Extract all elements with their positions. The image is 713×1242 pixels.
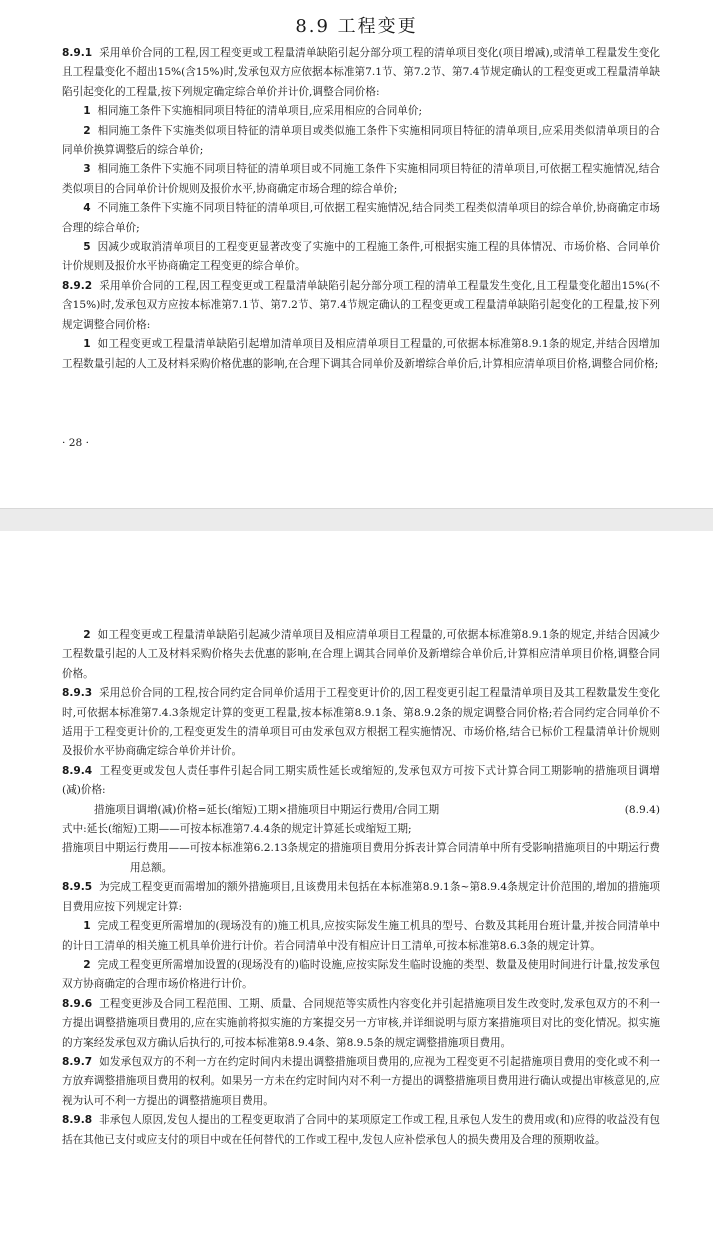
- section-heading: 8.9 工程变更: [295, 16, 418, 37]
- document-page-1: [0, 0, 713, 500]
- clause-number: 8.9.7: [62, 1055, 93, 1068]
- clause-8-9-8: [62, 1111, 660, 1150]
- clause-number: 8.9.8: [62, 1114, 93, 1127]
- item-text: 如工程变更或工程量清单缺陷引起减少清单项目及相应清单项目工程量的,可依据本标准第8.9.1条的规定,并结合因减少工程数量引起的人工及材料采购价格失去优惠的影响,在合理上调其合同单价及新增综合单价后,计算相应清单项目价格,调整合同价格。: [62, 629, 660, 680]
- clause-number: 8.9.6: [62, 997, 93, 1010]
- clause-8-9-2: [62, 277, 660, 335]
- item-text: 完成工程变更所需增加的(现场没有的)施工机具,应按实际发生施工机具的型号、台数及其耗用台班计量,并按合同清单中的计日工清单的相关施工机具单价进行计价。若合同清单中没有相应计日工清单,可按本标准第8.6.3条的规定计算。: [62, 920, 660, 952]
- clause-number: 8.9.1: [62, 47, 93, 59]
- item-4: [62, 199, 660, 238]
- item-number: 2: [83, 629, 91, 641]
- item-2: [62, 956, 660, 995]
- item-2: [62, 626, 660, 684]
- clause-text: 为完成工程变更而需增加的额外措施项目,且该费用未包括在本标准第8.9.1条~第8.9.4条规定计价范围的,增加的措施项目费用应按下列规定计算:: [62, 881, 660, 913]
- clause-8-9-7: [62, 1053, 660, 1111]
- item-number: 3: [83, 163, 91, 176]
- page1-body: [62, 44, 660, 374]
- item-number: 1: [83, 105, 91, 118]
- clause-number: 8.9.3: [62, 687, 93, 700]
- formula-where-2: 措施项目中期运行费用——可按本标准第6.2.13条规定的措施项目费用分拆表计算合同清单中所有受影响措施项目的中期运行费用总额。: [62, 842, 660, 874]
- item-text: 因减少或取消清单项目的工程变更显著改变了实施中的工程施工条件,可根据实施工程的具体情况、市场价格、合同单价计价规则及报价水平协商确定工程变更的综合单价。: [62, 241, 660, 273]
- item-1: [62, 335, 660, 374]
- clause-8-9-3: [62, 684, 660, 762]
- item-3: [62, 160, 660, 199]
- item-text: 相同施工条件下实施不同项目特征的清单项目或不同施工条件下实施相同项目特征的清单项目,可依据工程实施情况,结合类似项目的合同单价计价规则及报价水平,协商确定市场合理的综合单价;: [62, 163, 660, 195]
- item-text: 相同施工条件下实施相同项目特征的清单项目,应采用相应的合同单价;: [97, 105, 423, 118]
- clause-text: 工程变更或发包人责任事件引起合同工期实质性延长或缩短的,发承包双方可按下式计算合同工期影响的措施项目调增(减)价格:: [62, 764, 660, 797]
- clause-8-9-1: [62, 44, 660, 102]
- clause-number: 8.9.2: [62, 279, 93, 292]
- item-5: [62, 238, 660, 277]
- clause-text: 采用单价合同的工程,因工程变更或工程量清单缺陷引起分部分项工程的清单工程量发生变化,且工程量变化超出15%(不含15%)时,发承包双方应按本标准第7.1节、第7.2节、第7.4节规定确认的工程变更或工程量清单缺陷引起变化的工程量,按下列规定调整合同价格:: [62, 279, 660, 331]
- formula-text: 措施项目调增(减)价格=延长(缩短)工期×措施项目中期运行费用/合同工期: [94, 803, 440, 816]
- clause-text: 采用总价合同的工程,按合同约定合同单价适用于工程变更计价的,因工程变更引起工程量清单项目及其工程数量发生变化时,可依据本标准第7.4.3条规定计算的变更工程量,按本标准第8.9.1条、第8.9.2条的规定调整合同价格;若合同约定合同单价不适用于工程变更计价的,工程变更发生的清单项目可由发承包双方根据工程实施情况、市场价格,结合已标价工程量清单计价规则及报价水平协商确定综合单价并计价。: [62, 687, 660, 758]
- clause-number: 8.9.5: [62, 881, 93, 894]
- clause-text: 工程变更涉及合同工程范围、工期、质量、合同规范等实质性内容变化并引起措施项目发生改变时,发承包双方的不利一方提出调整措施项目费用的,应在实施前将拟实施的方案提交另一方审核,并详细说明与原方案措施项目对比的变化情况。拟实施的方案经发承包双方确认后执行的,可按本标准第8.9.4条、第8.9.5条的规定调整措施项目费用。: [62, 997, 660, 1049]
- page-number: · 28 ·: [62, 437, 89, 449]
- item-number: 5: [83, 241, 91, 254]
- page2-body: [62, 626, 660, 1150]
- item-number: 2: [83, 124, 91, 137]
- clause-8-9-4: [62, 762, 660, 801]
- clause-8-9-5: [62, 878, 660, 917]
- item-text: 相同施工条件下实施类似项目特征的清单项目或类似施工条件下实施相同项目特征的清单项目,应采用类似清单项目的合同单价换算调整后的综合单价;: [62, 124, 660, 157]
- item-text: 完成工程变更所需增加设置的(现场没有的)临时设施,应按实际发生临时设施的类型、数量及使用时间进行计量,按发承包双方协商确定的合理市场价格进行计价。: [62, 958, 660, 991]
- formula-number: (8.9.4): [624, 803, 660, 816]
- item-number: 1: [83, 920, 91, 933]
- item-number: 2: [83, 958, 91, 971]
- item-number: 1: [83, 338, 91, 351]
- formula-where-1: 式中:延长(缩短)工期——可按本标准第7.4.4条的规定计算延长或缩短工期;: [62, 823, 412, 836]
- item-1: [62, 917, 660, 956]
- item-2: [62, 122, 660, 161]
- clause-text: 如发承包双方的不利一方在约定时间内未提出调整措施项目费用的,应视为工程变更不引起措施项目费用的变化或不利一方放弃调整措施项目费用的权利。如果另一方未在约定时间内对不利一方提出的调整措施项目费用进行确认或提出审核意见的,应视为认可不利一方提出的调整措施项目费用。: [62, 1055, 660, 1107]
- clause-text: 采用单价合同的工程,因工程变更或工程量清单缺陷引起分部分项工程的清单项目变化(项目增减),或清单工程量发生变化且工程量变化不超出15%(含15%)时,发承包双方应依据本标准第7.1节、第7.2节、第7.4节规定确认的工程变更或工程量清单缺陷引起变化的工程量,按下列规定确定综合单价并计价,调整合同价格:: [62, 47, 660, 98]
- formula-8-9-4: [62, 801, 660, 820]
- clause-text: 非承包人原因,发包人提出的工程变更取消了合同中的某项原定工作或工程,且承包人发生的费用或(和)应得的收益没有包括在其他已支付或应支付的项目中或在任何替代的工作或工程中,发包人应补偿承包人的损失费用及合理的预期收益。: [62, 1114, 660, 1146]
- page-separator: [0, 508, 713, 532]
- clause-8-9-6: [62, 995, 660, 1053]
- item-text: 不同施工条件下实施不同项目特征的清单项目,可依据工程实施情况,结合同类工程类似清单项目的综合单价,协商确定市场合理的综合单价;: [62, 202, 660, 234]
- item-number: 4: [83, 202, 91, 215]
- clause-number: 8.9.4: [62, 764, 93, 777]
- item-1: [62, 102, 660, 121]
- item-text: 如工程变更或工程量清单缺陷引起增加清单项目及相应清单项目工程量的,可依据本标准第8.9.1条的规定,并结合因增加工程数量引起的人工及材料采购价格优惠的影响,在合理下调其合同单价及新增综合单价后,计算相应清单项目价格,调整合同价格;: [62, 338, 660, 370]
- document-page-2: [0, 531, 713, 1242]
